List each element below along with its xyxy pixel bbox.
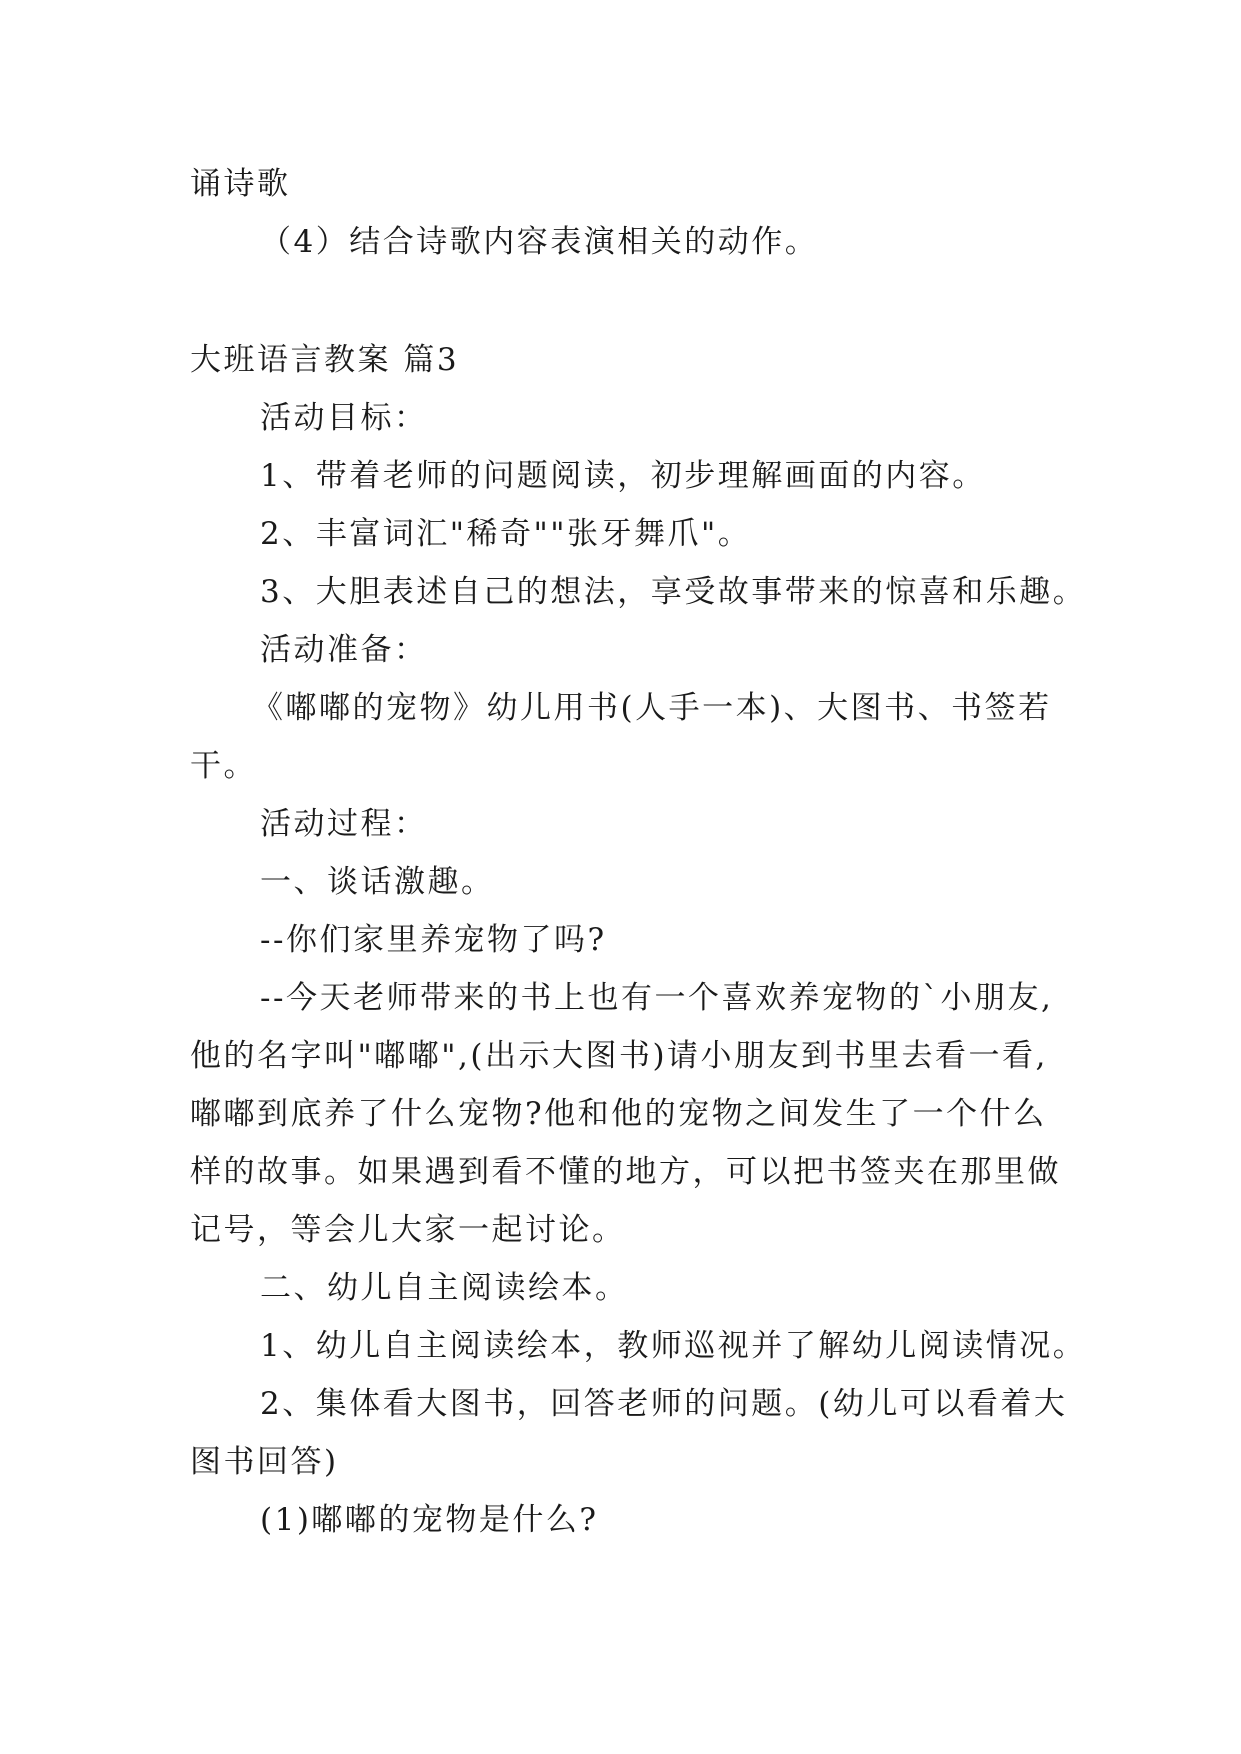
text-line: 嘟嘟到底养了什么宠物?他和他的宠物之间发生了一个什么 (190, 1096, 1047, 1132)
text-line: 活动准备： (260, 632, 428, 668)
text-line: 干。 (190, 748, 257, 784)
text-line: --今天老师带来的书上也有一个喜欢养宠物的`小朋友, (260, 980, 1054, 1016)
text-line: 样的故事。如果遇到看不懂的地方，可以把书签夹在那里做 (190, 1154, 1061, 1190)
text-line: 记号，等会儿大家一起讨论。 (190, 1212, 626, 1248)
section-title: 大班语言教案 篇3 (190, 342, 460, 378)
text-line: 图书回答) (190, 1444, 339, 1480)
text-line: 一、谈话激趣。 (260, 864, 495, 900)
text-line: 3、大胆表述自己的想法，享受故事带来的惊喜和乐趣。 (260, 574, 1087, 610)
text-line: (1)嘟嘟的宠物是什么? (260, 1502, 599, 1538)
text-line: 《嘟嘟的宠物》幼儿用书(人手一本)、大图书、书签若 (252, 690, 1052, 726)
text-line: --你们家里养宠物了吗? (260, 922, 607, 958)
text-line: 他的名字叫"嘟嘟",(出示大图书)请小朋友到书里去看一看, (190, 1038, 1048, 1074)
text-line: 活动过程： (260, 806, 428, 842)
text-line: 二、幼儿自主阅读绘本。 (260, 1270, 629, 1306)
text-line: 1、带着老师的问题阅读，初步理解画面的内容。 (260, 458, 986, 494)
text-line: 1、幼儿自主阅读绘本，教师巡视并了解幼儿阅读情况。 (260, 1328, 1087, 1364)
text-line: 活动目标： (260, 400, 428, 436)
text-line: 2、集体看大图书，回答老师的问题。(幼儿可以看着大 (260, 1386, 1068, 1422)
text-line: 诵诗歌 (190, 166, 291, 202)
text-line: 2、丰富词汇"稀奇""张牙舞爪"。 (260, 516, 752, 552)
text-line: （4）结合诗歌内容表演相关的动作。 (260, 224, 819, 260)
